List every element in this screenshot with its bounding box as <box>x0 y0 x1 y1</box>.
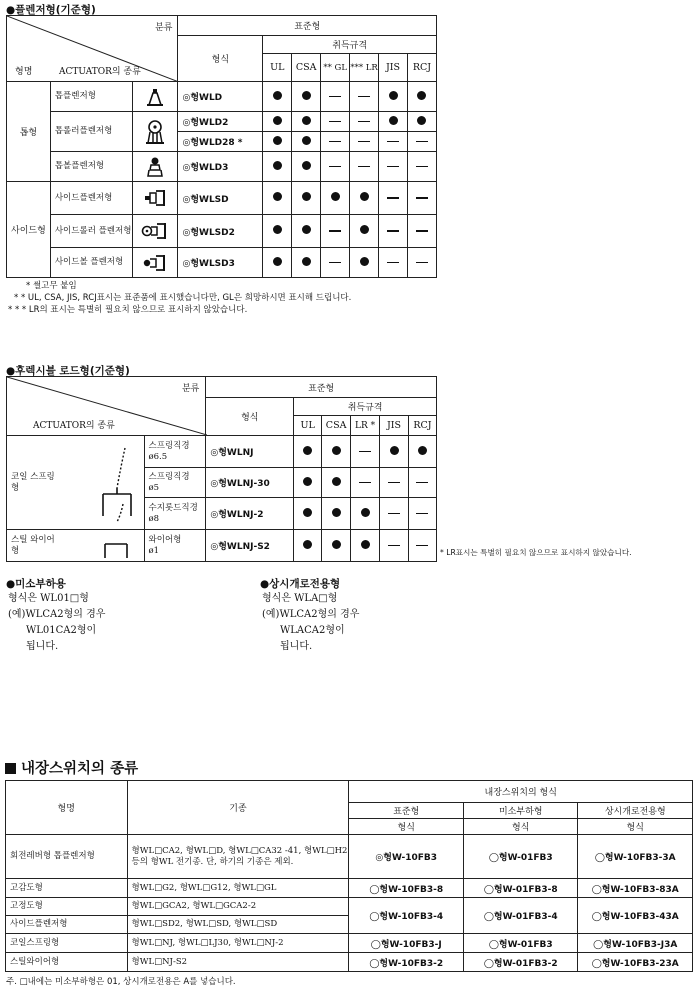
table-row <box>6 953 693 972</box>
side-ball-plunger-icon <box>132 248 178 278</box>
std-model: ◯형W-10FB3-J <box>349 934 464 953</box>
internal-switch-footnote: 주. □내에는 미소부하형은 01, 상시개로전용은 A를 넣습니다. <box>6 977 236 987</box>
spec-cell: 와이어형 ø1 <box>144 530 206 562</box>
table-row <box>6 934 693 953</box>
form-header: 형식 <box>206 398 294 436</box>
side-plunger-icon <box>132 182 178 215</box>
cert-col-ul: UL <box>263 54 292 82</box>
row-name: 톱롤러플렌저형 <box>50 112 132 152</box>
normal-open-title: ●상시개로전용형 <box>260 578 341 590</box>
model: ◎형WLNJ <box>206 436 294 468</box>
no-model: ◯형W-10FB3-J3A <box>578 934 693 953</box>
plunger-table <box>6 15 437 278</box>
note-2: * * UL, CSA, JIS, RCJ표시는 표준품에 표시했습니다만, GL은 희망하시면 표시해 드립니다. <box>14 293 352 303</box>
cert-col-jis: JIS <box>379 54 408 82</box>
square-bullet-icon <box>5 763 16 774</box>
cert-col-rcj: RCJ <box>407 54 436 82</box>
note-3: * * * LR의 표시는 특별히 필요치 않으므로 표시하지 않았습니다. <box>8 305 248 315</box>
row-base: 형WL□G2, 형WL□G12, 형WL□GL <box>127 879 349 898</box>
model: ◎형WLSD3 <box>178 248 263 278</box>
flexible-rod-table <box>6 376 437 562</box>
cert-col-rcj: RCJ <box>408 416 436 436</box>
model: ◎형WLD3 <box>178 152 263 182</box>
internal-switch-table <box>5 780 693 972</box>
row-name: 사이드볼 플렌저형 <box>50 248 132 278</box>
model: ◎형WLNJ-S2 <box>206 530 294 562</box>
low-model: ◯형W-01FB3 <box>463 934 578 953</box>
cert-col-gl: ** GL <box>321 54 350 82</box>
table-row <box>7 436 437 468</box>
no-header: 상시개로전용형 <box>578 803 693 819</box>
model: ◎형WLNJ-30 <box>206 468 294 498</box>
coil-spring-cell <box>7 436 145 530</box>
category-label: 분류 <box>181 384 200 394</box>
group-side: 사이드형 <box>7 182 51 278</box>
table-row <box>6 898 693 916</box>
row-base: 형WL□NJ, 형WL□LJ30, 형WL□NJ-2 <box>127 934 349 953</box>
table-row <box>6 835 693 879</box>
spec-cell: 스프링직경 ø5 <box>144 468 206 498</box>
no-model: ◯형W-10FB3-3A <box>578 835 693 879</box>
no-model: ◯형W-10FB3-83A <box>578 879 693 898</box>
top-ball-plunger-icon <box>132 152 178 182</box>
model: ◎형WLSD <box>178 182 263 215</box>
low-load-title: ●미소부하용 <box>6 578 66 590</box>
model: ◎형WLD2 <box>178 112 263 132</box>
table-row <box>7 182 437 215</box>
cert-header: 취득규격 <box>294 398 437 416</box>
model: ◎형WLNJ-2 <box>206 498 294 530</box>
low-load-text: 형식은 WL01□형 (예)WLCA2형의 경우 WL01CA2형이 됩니다. <box>8 593 106 652</box>
table-row <box>6 879 693 898</box>
cert-header: 취득규격 <box>263 36 437 54</box>
std-header: 표준형 <box>349 803 464 819</box>
cert-col-lr: *** LR <box>350 54 379 82</box>
flexrod-corner-header <box>7 377 206 436</box>
std-model: ◎형W-10FB3 <box>349 835 464 879</box>
low-header: 미소부하형 <box>463 803 578 819</box>
plunger-corner-header <box>7 16 178 82</box>
cert-col-lr: LR * <box>351 416 380 436</box>
table-row <box>7 152 437 182</box>
low-model: ◯형W-01FB3-2 <box>463 953 578 972</box>
internal-switch-title: 내장스위치의 종류 <box>5 757 138 778</box>
form-header: 형식 <box>178 36 263 82</box>
table-row <box>7 215 437 248</box>
low-model: ◯형W-01FB3 <box>463 835 578 879</box>
row-name: 사이드플렌저형 <box>6 916 128 934</box>
standard-header: 표준형 <box>206 377 437 398</box>
group-top: 톱형 <box>7 82 51 182</box>
plunger-section-title: ●플렌저형(기준형) <box>6 4 96 16</box>
row-name: 고정도형 <box>6 898 128 916</box>
steel-wire-cell <box>7 530 145 562</box>
category-label: 분류 <box>155 23 173 33</box>
no-model: ◯형W-10FB3-23A <box>578 953 693 972</box>
no-model: ◯형W-10FB3-43A <box>578 898 693 934</box>
row-base: 형WL□CA2, 형WL□D, 형WL□CA32 -41, 형WL□H2등의 형WL 전기종. 단, 하기의 기종은 제외. <box>127 835 349 879</box>
cert-col-csa: CSA <box>292 54 321 82</box>
row-name: 사이드롤러 플렌저형 <box>50 215 132 248</box>
row-name: 톱플렌저형 <box>50 82 132 112</box>
form-header: 형식 <box>578 819 693 835</box>
cert-col-ul: UL <box>294 416 322 436</box>
low-model: ◯형W-01FB3-4 <box>463 898 578 934</box>
normal-open-text: 형식은 WLA□형 (예)WLCA2형의 경우 WLACA2형이 됩니다. <box>262 593 360 652</box>
model: ◎형WLD28 * <box>178 132 263 152</box>
model: ◎형WLSD2 <box>178 215 263 248</box>
row-name: 회전레버형 톱플렌저형 <box>6 835 128 879</box>
table-row <box>7 112 437 132</box>
low-model: ◯형W-01FB3-8 <box>463 879 578 898</box>
cert-col-csa: CSA <box>322 416 351 436</box>
top-roller-plunger-icon <box>132 112 178 152</box>
lr-side-note: * LR표시는 특별히 필요치 않으므로 표시하지 않았습니다. <box>440 548 632 557</box>
row-name: 코일스프링형 <box>6 934 128 953</box>
row-name: 스틸와이어형 <box>6 953 128 972</box>
row-base: 형WL□GCA2, 형WL□GCA2-2 <box>127 898 349 916</box>
top-plunger-icon <box>132 82 178 112</box>
group-wire: 스틸 와이어형 <box>11 535 55 556</box>
internal-header: 내장스위치의 형식 <box>349 781 693 803</box>
row-name: 사이드플렌저형 <box>50 182 132 215</box>
standard-header: 표준형 <box>178 16 437 36</box>
std-model: ◯형W-10FB3-8 <box>349 879 464 898</box>
form-header: 형식 <box>349 819 464 835</box>
side-roller-plunger-icon <box>132 215 178 248</box>
table-row <box>7 530 437 562</box>
std-model: ◯형W-10FB3-2 <box>349 953 464 972</box>
type-label: 형명 <box>15 67 33 77</box>
type-header: 형명 <box>6 781 128 835</box>
row-base: 형WL□NJ-S2 <box>127 953 349 972</box>
table-row <box>7 248 437 278</box>
note-1: * 썰고무 붙임 <box>26 281 77 291</box>
form-header: 형식 <box>463 819 578 835</box>
row-base: 형WL□SD2, 형WL□SD, 형WL□SD <box>127 916 349 934</box>
row-name: 고감도형 <box>6 879 128 898</box>
model: ◎형WLD <box>178 82 263 112</box>
actuator-label: ACTUATOR의 종류 <box>59 67 141 77</box>
table-row <box>7 82 437 112</box>
spec-cell: 수지롯드직경 ø8 <box>144 498 206 530</box>
std-model: ◯형W-10FB3-4 <box>349 898 464 934</box>
flexible-rod-section-title: ●후렉시블 로드형(기준형) <box>6 365 130 377</box>
actuator-label: ACTUATOR의 종류 <box>33 421 115 431</box>
spec-cell: 스프링직경 ø6.5 <box>144 436 206 468</box>
base-header: 기종 <box>127 781 349 835</box>
group-coil: 코일 스프링형 <box>11 472 55 493</box>
coil-spring-icon <box>95 446 139 524</box>
row-name: 톱볼플렌저형 <box>50 152 132 182</box>
steel-wire-icon <box>101 534 131 560</box>
cert-col-jis: JIS <box>380 416 409 436</box>
